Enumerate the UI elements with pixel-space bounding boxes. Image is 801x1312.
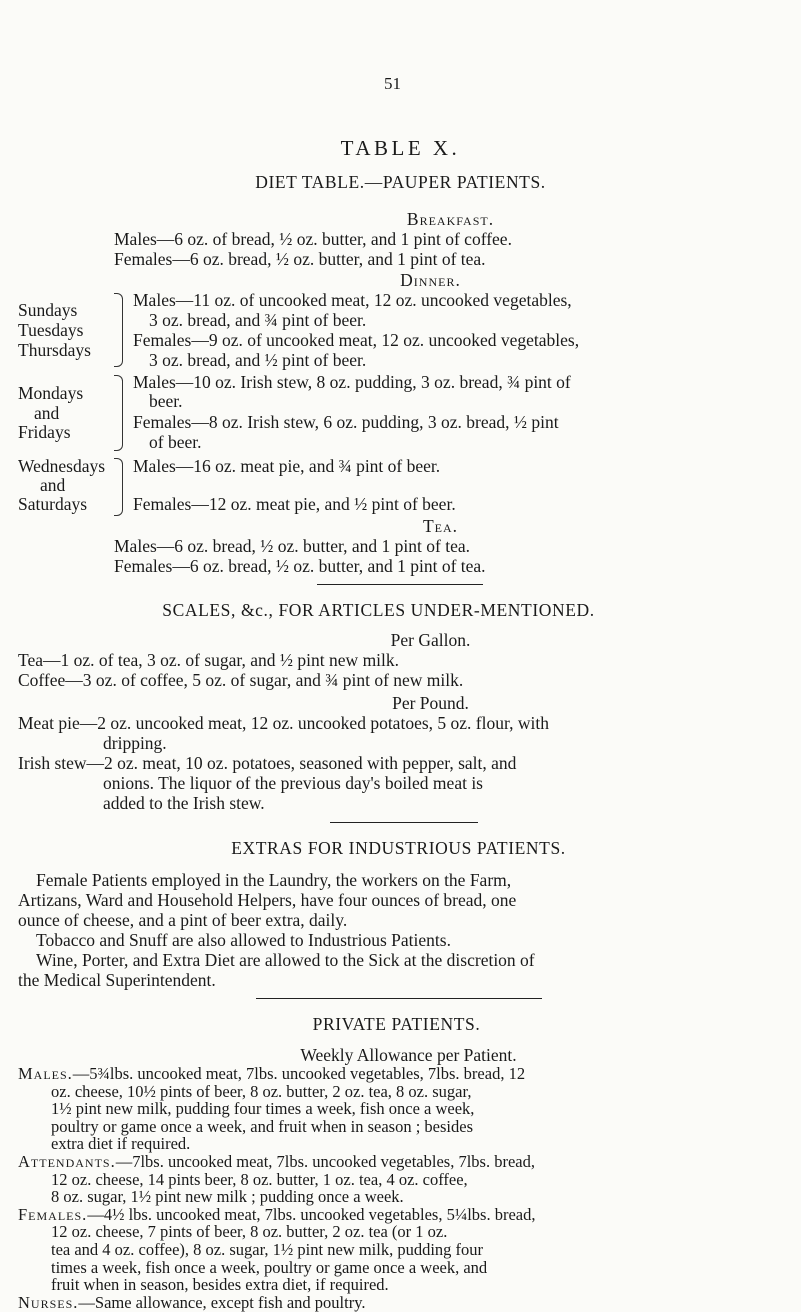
divider xyxy=(330,822,478,823)
day-label: and xyxy=(34,403,60,423)
tea-females: Females—6 oz. bread, ½ oz. butter, and 1 pint of tea. xyxy=(114,556,486,576)
males-label: Males. xyxy=(18,1064,73,1083)
extras-line: Female Patients employed in the Laundry, the workers on the Farm, xyxy=(36,870,512,890)
divider xyxy=(317,584,483,585)
dinner-line: Females—9 oz. of uncooked meat, 12 oz. uncooked vegetables, xyxy=(133,330,580,350)
dinner-line: 3 oz. bread, and ¾ pint of beer. xyxy=(149,310,367,330)
extras-title: EXTRAS FOR INDUSTRIOUS PATIENTS. xyxy=(231,838,566,858)
brace xyxy=(114,375,123,451)
males-text: poultry or game once a week, and fruit when in season ; besides xyxy=(51,1116,473,1136)
day-label: Saturdays xyxy=(18,494,88,514)
males-text: extra diet if required. xyxy=(51,1134,191,1154)
dinner-line: Females—8 oz. Irish stew, 6 oz. pudding, 3 oz. bread, ½ pint xyxy=(133,412,559,432)
dinner-line: beer. xyxy=(149,391,183,411)
dinner-line: Males—10 oz. Irish stew, 8 oz. pudding, 3 oz. bread, ¾ pint of xyxy=(133,372,571,392)
females-text: —4½ lbs. uncooked meat, 7lbs. uncooked vegetables, 5¼lbs. bread, xyxy=(87,1204,536,1224)
nurses-label: Nurses. xyxy=(18,1292,79,1312)
attendants-text: 12 oz. cheese, 14 pints beer, 8 oz. butter, 1 oz. tea, 4 oz. coffee, xyxy=(51,1169,468,1189)
brace xyxy=(114,293,123,367)
day-label: Mondays xyxy=(18,383,84,403)
nurses-text: —Same allowance, except fish and poultry. xyxy=(78,1292,366,1312)
males-text: 1½ pint new milk, pudding four times a week, fish once a week, xyxy=(51,1099,475,1119)
extras-line: ounce of cheese, and a pint of beer extra, daily. xyxy=(18,910,348,930)
breakfast-males: Males—6 oz. of bread, ½ oz. butter, and 1 pint of coffee. xyxy=(114,229,512,249)
scale-irish-stew: Irish stew—2 oz. meat, 10 oz. potatoes, seasoned with pepper, salt, and xyxy=(18,753,517,773)
scale-irish-stew-cont: added to the Irish stew. xyxy=(103,793,265,813)
day-label: Tuesdays xyxy=(18,320,84,340)
day-label: Sundays xyxy=(18,300,78,320)
tea-heading: Tea. xyxy=(422,516,459,536)
tea-males: Males—6 oz. bread, ½ oz. butter, and 1 pint of tea. xyxy=(114,536,470,556)
scale-meat-pie-cont: dripping. xyxy=(103,733,167,753)
attendants-text: —7lbs. uncooked meat, 7lbs. uncooked vegetables, 7lbs. bread, xyxy=(115,1152,535,1171)
per-gallon-heading: Per Gallon. xyxy=(390,630,471,650)
dinner-line: Males—11 oz. of uncooked meat, 12 oz. uncooked vegetables, xyxy=(133,290,572,310)
females-text: tea and 4 oz. coffee), 8 oz. sugar, 1½ pint new milk, pudding four xyxy=(51,1240,484,1259)
day-label: Thursdays xyxy=(18,340,91,360)
scale-irish-stew-cont: onions. The liquor of the previous day's boiled meat is xyxy=(103,773,483,793)
breakfast-females: Females—6 oz. bread, ½ oz. butter, and 1 pint of tea. xyxy=(114,249,486,269)
page-number: 51 xyxy=(384,74,401,93)
day-label: Wednesdays xyxy=(18,456,106,476)
private-nurses xyxy=(18,1294,366,1311)
breakfast-heading: Breakfast. xyxy=(406,209,495,229)
day-label: Fridays xyxy=(18,422,71,442)
females-text: fruit when in season, besides extra diet, if required. xyxy=(51,1275,389,1295)
dinner-line: Females—12 oz. meat pie, and ½ pint of beer. xyxy=(133,494,456,514)
females-text: 12 oz. cheese, 7 pints of beer, 8 oz. butter, 2 oz. tea (or 1 oz. xyxy=(51,1222,448,1242)
attendants-text: 8 oz. sugar, 1½ pint new milk ; pudding once a week. xyxy=(51,1187,404,1207)
day-label: and xyxy=(40,475,66,495)
scale-coffee: Coffee—3 oz. of coffee, 5 oz. of sugar, and ¾ pint of new milk. xyxy=(18,670,464,690)
females-text: times a week, fish once a week, poultry or game once a week, and xyxy=(51,1257,488,1277)
scale-meat-pie: Meat pie—2 oz. uncooked meat, 12 oz. uncooked potatoes, 5 oz. flour, with xyxy=(18,713,549,733)
extras-line: the Medical Superintendent. xyxy=(18,970,216,990)
per-pound-heading: Per Pound. xyxy=(392,693,469,713)
brace xyxy=(114,458,123,516)
dinner-line: 3 oz. bread, and ½ pint of beer. xyxy=(149,350,367,370)
dinner-heading: Dinner. xyxy=(400,270,461,290)
table-title: TABLE X. xyxy=(340,136,461,160)
females-label: Females. xyxy=(18,1204,88,1224)
extras-line: Artizans, Ward and Household Helpers, have four ounces of bread, one xyxy=(18,890,517,910)
males-text: oz. cheese, 10½ pints of beer, 8 oz. butter, 2 oz. tea, 8 oz. sugar, xyxy=(51,1081,472,1101)
private-title: PRIVATE PATIENTS. xyxy=(312,1014,481,1034)
scales-title: SCALES, &c., FOR ARTICLES UNDER-MENTIONED. xyxy=(162,600,595,620)
extras-line: Wine, Porter, and Extra Diet are allowed to the Sick at the discretion of xyxy=(36,950,535,970)
attendants-label: Attendants. xyxy=(18,1152,116,1171)
dinner-line: of beer. xyxy=(149,432,202,452)
males-text: —5¾lbs. uncooked meat, 7lbs. uncooked vegetables, 7lbs. bread, 12 xyxy=(72,1064,526,1083)
extras-line: Tobacco and Snuff are also allowed to Industrious Patients. xyxy=(36,930,451,950)
divider xyxy=(256,998,542,999)
diet-table-title: DIET TABLE.—PAUPER PATIENTS. xyxy=(255,172,546,192)
dinner-line: Males—16 oz. meat pie, and ¾ pint of beer. xyxy=(133,456,441,476)
private-subtitle: Weekly Allowance per Patient. xyxy=(300,1045,517,1065)
scale-tea: Tea—1 oz. of tea, 3 oz. of sugar, and ½ pint new milk. xyxy=(18,650,400,670)
